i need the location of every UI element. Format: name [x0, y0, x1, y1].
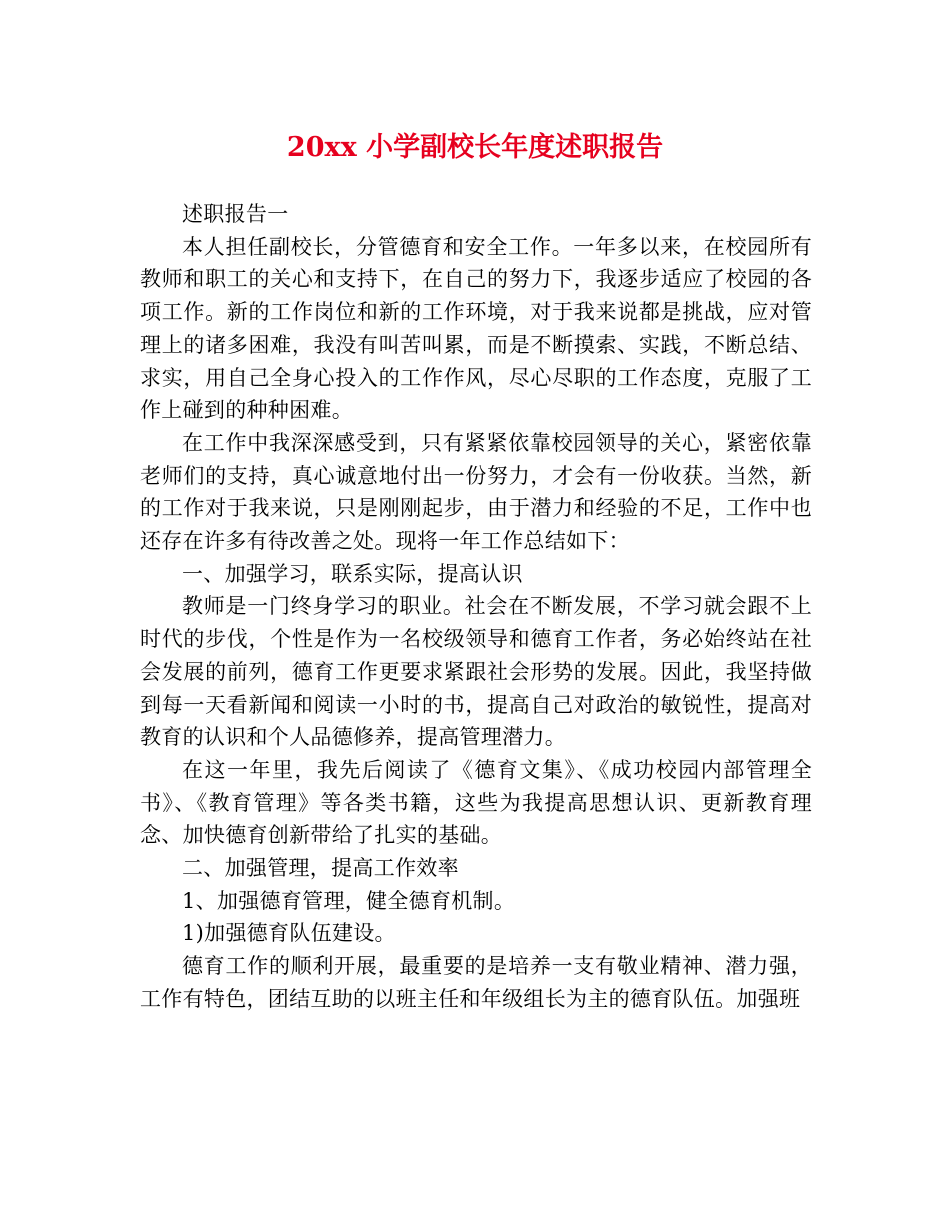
paragraph: 德育工作的顺利开展，最重要的是培养一支有敬业精神、潜力强，工作有特色，团结互助的以班主任和年级组长为主的德育队伍。加强班	[140, 954, 812, 1011]
paragraph: 在工作中我深深感受到，只有紧紧依靠校园领导的关心，紧密依靠老师们的支持，真心诚意地付出一份努力，才会有一份收获。当然，新的工作对于我来说，只是刚刚起步，由于潜力和经验的不足，工作中也还存在许多有待改善之处。现将一年工作总结如下：	[140, 430, 812, 554]
section-heading: 述职报告一	[182, 202, 289, 226]
paragraph: 教师是一门终身学习的职业。社会在不断发展，不学习就会跟不上时代的步伐，个性是作为一名校级领导和德育工作者，务必始终站在社会发展的前列，德育工作更要求紧跟社会形势的发展。因此，我坚持做到每一天看新闻和阅读一小时的书，提高自己对政治的敏锐性，提高对教育的认识和个人品德修养，提高管理潜力。	[140, 594, 812, 750]
paragraph: 在这一年里，我先后阅读了《德育文集》、《成功校园内部管理全书》、《教育管理》等各类书籍，这些为我提高思想认识、更新教育理念、加快德育创新带给了扎实的基础。	[140, 757, 812, 848]
document-body	[140, 198, 812, 1016]
subsection-heading: 1)加强德育队伍建设。	[182, 921, 396, 946]
paragraph: 本人担任副校长，分管德育和安全工作。一年多以来，在校园所有教师和职工的关心和支持下，在自己的努力下，我逐步适应了校园的各项工作。新的工作岗位和新的工作环境，对于我来说都是挑战，应对管理上的诸多困难，我没有叫苦叫累，而是不断摸索、实践，不断总结、求实，用自己全身心投入的工作作风，尽心尽职的工作态度，克服了工作上碰到的种种困难。	[140, 234, 812, 423]
section-heading: 一、加强学习，联系实际，提高认识	[182, 561, 523, 586]
section-heading: 二、加强管理，提高工作效率	[182, 856, 459, 881]
document-title: 20xx 小学副校长年度述职报告	[286, 132, 664, 163]
subsection-heading: 1、加强德育管理，健全德育机制。	[182, 888, 516, 913]
